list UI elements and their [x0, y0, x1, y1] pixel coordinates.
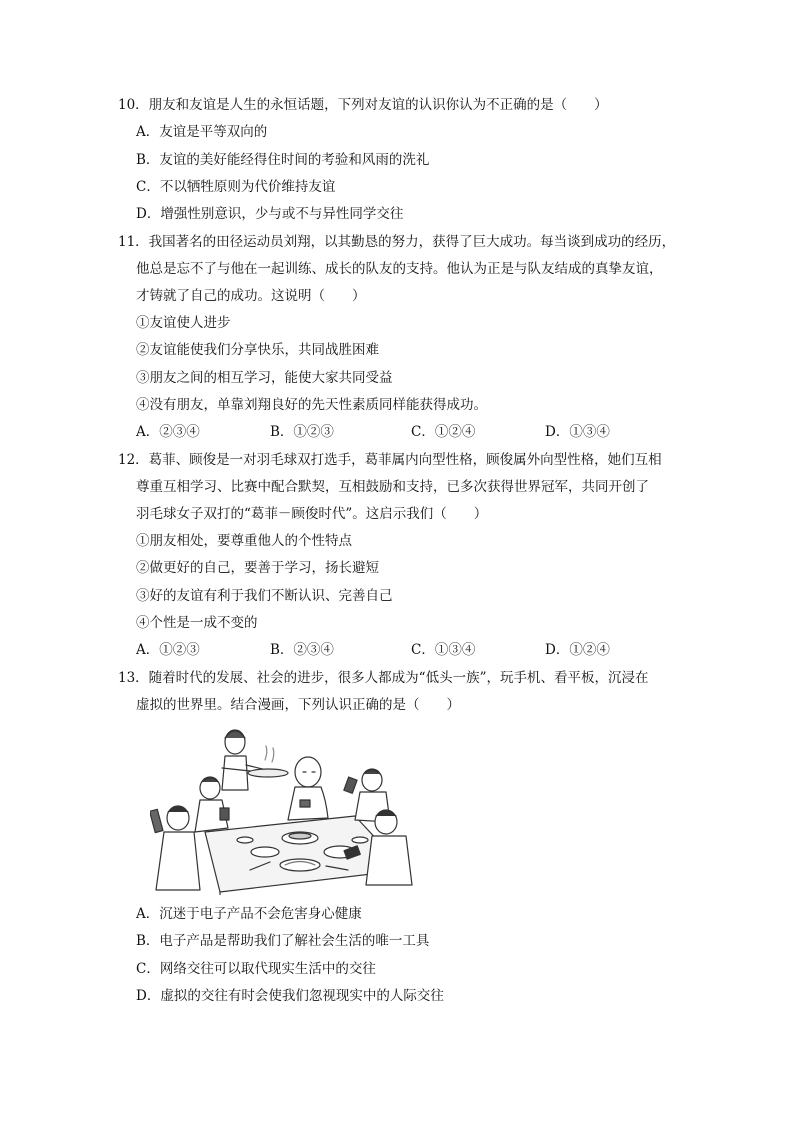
question-12-stem-line-2: 尊重互相学习、比赛中配合默契，互相鼓励和支持，已多次获得世界冠军，共同开创了: [136, 479, 649, 495]
q13-option-d: D．虚拟的交往有时会使我们忽视现实中的人际交往: [136, 988, 444, 1004]
q12-option-c: C．①③④: [411, 642, 476, 658]
question-13-stem-line-2: 虚拟的世界里。结合漫画，下列认识正确的是（ ）: [136, 697, 460, 713]
q11-option-d: D．①③④: [545, 424, 610, 440]
q11-options-row: [136, 423, 656, 441]
question-11-stem-line-3: 才铸就了自己的成功。这说明（ ）: [136, 288, 366, 304]
q11-statement-2: ②友谊能使我们分享快乐，共同战胜困难: [136, 342, 379, 358]
q11-option-b: B．①②③: [270, 424, 334, 440]
question-11-stem-line-2: 他总是忘不了与他在一起训练、成长的队友的支持。他认为正是与队友结成的真挚友谊，: [136, 261, 663, 277]
q13-option-a: A．沉迷于电子产品不会危害身心健康: [136, 906, 362, 922]
question-12-stem-line-3: 羽毛球女子双打的“葛菲－顾俊时代”。这启示我们（ ）: [136, 506, 488, 522]
q11-option-a: A．②③④: [136, 424, 200, 440]
q12-statement-1: ①朋友相处，要尊重他人的个性特点: [136, 533, 352, 549]
q13-option-c: C．网络交往可以取代现实生活中的交往: [136, 961, 376, 977]
q10-option-b: B．友谊的美好能经得住时间的考验和风雨的洗礼: [136, 152, 430, 168]
question-10-stem: 10．朋友和友谊是人生的永恒话题，下列对友谊的认识你认为不正确的是（ ）: [118, 97, 608, 113]
q12-option-a: A．①②③: [136, 642, 200, 658]
q10-option-c: C．不以牺牲原则为代价维持友谊: [136, 179, 336, 195]
q12-statement-2: ②做更好的自己，要善于学习，扬长避短: [136, 560, 379, 576]
q10-option-a: A．友谊是平等双向的: [136, 124, 268, 140]
q11-statement-4: ④没有朋友，单靠刘翔良好的先天性素质同样能获得成功。: [136, 397, 487, 413]
q11-option-c: C．①②④: [411, 424, 476, 440]
q12-option-d: D．①②④: [545, 642, 610, 658]
q11-statement-3: ③朋友之间的相互学习，能使大家共同受益: [136, 370, 393, 386]
question-13-stem-line-1: 13．随着时代的发展、社会的进步，很多人都成为“低头一族”，玩手机、看平板，沉浸在: [118, 670, 649, 686]
q10-option-d: D．增强性别意识，少与或不与异性同学交往: [136, 206, 404, 222]
q12-statement-3: ③好的友谊有利于我们不断认识、完善自己: [136, 588, 393, 604]
question-12-stem-line-1: 12．葛菲、顾俊是一对羽毛球双打选手，葛菲属内向型性格，顾俊属外向型性格，她们互相: [118, 452, 662, 468]
question-11-stem-line-1: 11．我国著名的田径运动员刘翔，以其勤恳的努力，获得了巨大成功。每当谈到成功的经历，: [118, 234, 676, 250]
q12-options-row: [136, 641, 656, 659]
q12-statement-4: ④个性是一成不变的: [136, 615, 258, 631]
q11-statement-1: ①友谊使人进步: [136, 315, 231, 331]
q13-option-b: B．电子产品是帮助我们了解社会生活的唯一工具: [136, 933, 430, 949]
family-dinner-cartoon: [150, 720, 420, 895]
q12-option-b: B．②③④: [270, 642, 334, 658]
